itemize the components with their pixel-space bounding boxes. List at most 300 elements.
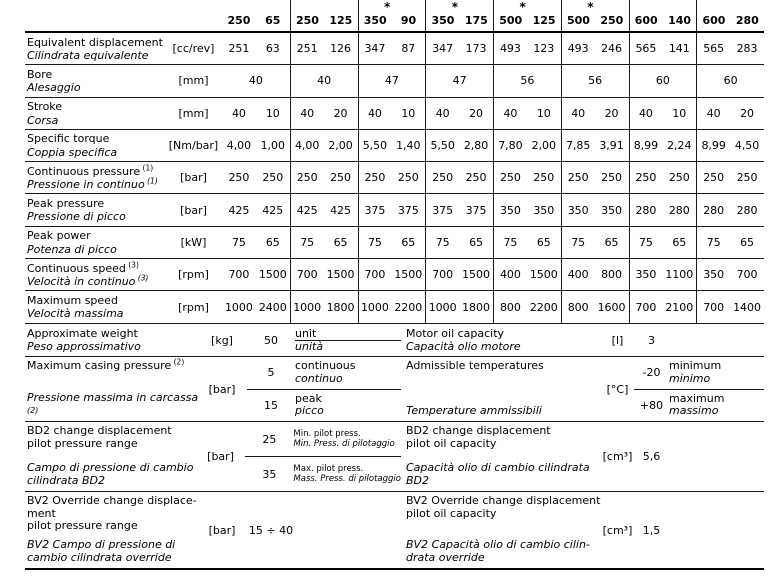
- model-value-primary: 600: [634, 14, 658, 27]
- value-cell: 2200: [529, 300, 558, 314]
- bottom-row-label-it: [27, 539, 197, 564]
- spec-row: [25, 291, 764, 323]
- value-cell: 75: [231, 235, 246, 249]
- value-cell: 20: [740, 106, 755, 120]
- value-cell: 700: [228, 268, 250, 282]
- bottom-row-label-en: [406, 328, 601, 341]
- bottom-entry: [245, 456, 401, 491]
- bottom-sublabel-it: unità: [295, 340, 324, 353]
- bottom-unit-cell: [l]: [611, 334, 624, 347]
- value-cell: 700: [696, 291, 730, 322]
- value-cell: 10: [536, 106, 551, 120]
- row-label-en: Bore: [27, 67, 53, 81]
- value-cell: 2,00: [328, 139, 353, 153]
- bottom-row-label-it: [27, 341, 197, 354]
- value-cell: 65: [401, 235, 416, 249]
- model-value-secondary: 125: [532, 14, 556, 27]
- value-cell: 2200: [394, 300, 423, 314]
- bottom-sublabel-it: massimo: [669, 404, 719, 418]
- bottom-row-label-it: [406, 341, 601, 354]
- value-cell: 350: [533, 203, 555, 217]
- asterisk-marker: *: [451, 0, 459, 14]
- label-line-it: Pressione massima in carcassa: [27, 391, 199, 404]
- bottom-row-label: [25, 422, 196, 491]
- model-pair: [493, 0, 561, 31]
- value-cell: 250: [465, 171, 487, 185]
- spec-row: [25, 33, 764, 65]
- bottom-unit-cell: [kg]: [211, 334, 233, 347]
- value-cell: 20: [469, 106, 484, 120]
- value-cell: 250: [330, 171, 352, 185]
- bottom-sublabel-en: Max. pilot press.: [293, 463, 364, 474]
- bottom-row-label: [401, 492, 601, 568]
- bottom-sublabel: [293, 457, 401, 491]
- value-cell: 375: [425, 194, 459, 225]
- label-line-it: cilindrata BD2: [27, 473, 105, 487]
- row-label-it: Alesaggio: [27, 81, 81, 95]
- label-line-en: Approximate weight: [27, 327, 138, 340]
- value-cell: 251: [290, 33, 324, 64]
- row-label: [25, 33, 165, 64]
- bottom-entry: [634, 325, 764, 356]
- value-cell: 347: [425, 33, 459, 64]
- bottom-entries: [247, 492, 401, 568]
- value-cell: 20: [604, 106, 619, 120]
- bottom-row: [401, 357, 764, 422]
- value-cell: 7,85: [561, 130, 595, 161]
- bottom-row-label: [401, 357, 601, 421]
- bottom-row-label-it: [27, 462, 196, 487]
- asterisk-marker: *: [384, 0, 391, 14]
- value-cell: 1800: [326, 300, 355, 314]
- bottom-row: [401, 325, 764, 357]
- footnote-ref: (2): [171, 357, 185, 367]
- spec-header-row: [25, 0, 764, 33]
- value-cell: 493: [561, 33, 595, 64]
- bottom-row-label: [401, 325, 601, 356]
- value-cell: 700: [358, 259, 392, 290]
- bottom-sublabel-it: Mass. Press. di pilotaggio: [293, 474, 401, 484]
- value-cell: 20: [333, 106, 348, 120]
- value-cell: 75: [358, 227, 392, 258]
- value-cell: 141: [668, 42, 690, 56]
- model-value-primary: 500: [566, 14, 590, 27]
- value-cell: 65: [333, 235, 348, 249]
- bottom-row-label-it: [406, 462, 601, 487]
- bottom-entries: [247, 325, 401, 356]
- bottom-sublabel-en: peak: [295, 391, 322, 405]
- bottom-section: [25, 325, 764, 570]
- value-cell: 425: [262, 203, 284, 217]
- bottom-row: [25, 422, 401, 492]
- value-cell: 280: [736, 203, 758, 217]
- bottom-row-label-en: [27, 328, 197, 341]
- bottom-value-cell: 5,6: [642, 450, 661, 463]
- value-cell: 8,99: [696, 130, 730, 161]
- value-cell: 347: [358, 33, 392, 64]
- value-cell: 280: [696, 194, 730, 225]
- value-cell: 250: [397, 171, 419, 185]
- row-label-en: Peak power: [27, 229, 91, 243]
- value-cell: 250: [425, 162, 459, 193]
- bottom-sublabel: [669, 390, 764, 422]
- bottom-sublabel-en: continuous: [295, 359, 356, 373]
- row-label-en: Continuous pressure $^{(1)}$: [27, 163, 154, 178]
- value-cell: 40: [358, 98, 392, 129]
- model-value-primary: 600: [702, 14, 726, 27]
- value-cell: 40: [290, 65, 358, 96]
- label-line-it: BV2 Capacità olio di cambio cilin-: [406, 538, 590, 551]
- unit-cell: [kW]: [180, 235, 207, 249]
- bottom-value-cell: 25: [262, 432, 277, 446]
- bottom-unit-cell: [bar]: [208, 382, 236, 396]
- row-label-it: Corsa: [27, 113, 59, 127]
- bottom-row-label: [25, 325, 197, 356]
- unit-cell: [rpm]: [178, 268, 209, 282]
- bottom-row: [25, 357, 401, 422]
- label-line-en: BV2 Override change displacement: [406, 494, 601, 507]
- model-value-primary: 250: [227, 14, 251, 27]
- value-cell: 4,00: [290, 130, 324, 161]
- label-line-en: Admissible temperatures: [406, 359, 544, 372]
- bottom-sublabel-en: unit: [295, 328, 401, 342]
- value-cell: 5,50: [358, 130, 392, 161]
- value-cell: 250: [736, 171, 758, 185]
- bottom-entries: [634, 422, 764, 491]
- value-cell: 250: [358, 162, 392, 193]
- bottom-sublabel: [295, 390, 401, 422]
- row-label-en: Peak pressure: [27, 196, 105, 210]
- model-pair: [290, 0, 358, 31]
- value-cell: 2100: [665, 300, 694, 314]
- value-cell: 250: [290, 162, 324, 193]
- label-line-en: BD2 change displacement: [27, 424, 172, 437]
- unit-cell: [Nm/bar]: [168, 139, 219, 153]
- value-cell: 40: [493, 98, 527, 129]
- value-cell: 5,50: [425, 130, 459, 161]
- bottom-sublabel: [295, 325, 401, 356]
- unit-cell: [rpm]: [178, 300, 209, 314]
- bottom-value-cell: +80: [639, 398, 664, 412]
- value-cell: 350: [696, 259, 730, 290]
- footnote-ref: (1): [144, 176, 158, 186]
- value-cell: 1,40: [396, 139, 421, 153]
- bottom-row-label-en: [27, 357, 197, 373]
- value-cell: 1800: [462, 300, 491, 314]
- value-cell: 2,80: [463, 139, 489, 153]
- label-line-it: BV2 Campo di pressione di: [27, 538, 176, 551]
- bottom-row: [401, 422, 764, 492]
- bottom-sublabel-en: minimum: [669, 359, 722, 373]
- value-cell: 700: [736, 268, 758, 282]
- model-value-secondary: 65: [265, 14, 281, 27]
- value-cell: 3,91: [599, 139, 624, 153]
- header-spacer-unit: [165, 0, 222, 31]
- model-pair: [222, 0, 290, 31]
- value-cell: 800: [493, 291, 527, 322]
- row-label: [25, 130, 165, 161]
- bottom-value-cell: 5: [267, 366, 275, 380]
- spec-row: [25, 65, 764, 97]
- value-cell: 425: [290, 194, 324, 225]
- value-cell: 65: [740, 235, 755, 249]
- label-line-en: pilot pressure range: [27, 519, 138, 532]
- bottom-row: [401, 492, 764, 570]
- value-cell: 60: [629, 65, 697, 96]
- value-cell: 350: [629, 259, 663, 290]
- value-cell: 1500: [326, 268, 355, 282]
- value-cell: 1000: [358, 291, 392, 322]
- value-cell: 251: [228, 42, 250, 56]
- row-label-it: Pressione di picco: [27, 210, 126, 224]
- label-line-en: pilot oil capacity: [406, 436, 497, 450]
- header-spacer-label: [25, 0, 165, 31]
- label-line-en: Maximum casing pressure $^{(2)}$: [27, 357, 185, 372]
- bottom-entry: [247, 325, 401, 356]
- row-label-it: Cilindrata equivalente: [27, 49, 149, 62]
- bottom-entries: [245, 422, 401, 491]
- value-cell: 2,00: [531, 139, 557, 153]
- footnote-ref: (2): [27, 405, 39, 415]
- bottom-row-label-en: [27, 495, 197, 533]
- label-line-it: BD2: [406, 473, 430, 487]
- model-value-secondary: 125: [329, 14, 353, 27]
- bottom-row-label-it: [406, 405, 601, 418]
- value-cell: 250: [493, 162, 527, 193]
- value-cell: 4,50: [734, 139, 760, 153]
- model-value-primary: 250: [295, 14, 319, 27]
- bottom-row: [25, 492, 401, 570]
- row-label-it: Potenza di picco: [27, 242, 117, 256]
- value-cell: 400: [561, 259, 595, 290]
- row-label-en: Stroke: [27, 100, 63, 114]
- model-value-primary: 350: [431, 14, 455, 27]
- value-cell: 65: [672, 235, 687, 249]
- row-label: [25, 227, 165, 258]
- value-cell: 75: [290, 227, 324, 258]
- label-line-it: cambio cilindrata override: [27, 550, 172, 564]
- value-cell: 565: [696, 33, 730, 64]
- value-cell: 40: [696, 98, 730, 129]
- value-cell: 75: [493, 227, 527, 258]
- value-cell: 75: [629, 227, 663, 258]
- bottom-entries: [634, 325, 764, 356]
- label-line-en: ment: [27, 506, 56, 520]
- value-cell: 56: [561, 65, 629, 96]
- spec-table-body: [25, 33, 764, 324]
- value-cell: 250: [629, 162, 663, 193]
- value-cell: 350: [561, 194, 595, 225]
- bottom-value-cell: 3: [648, 334, 655, 347]
- label-line-it: Campo di pressione di cambio: [27, 461, 194, 474]
- value-cell: 7,80: [493, 130, 527, 161]
- bottom-row-label-en: [406, 360, 601, 373]
- value-cell: 65: [536, 235, 551, 249]
- value-cell: 2,24: [667, 139, 692, 153]
- value-cell: 1,00: [260, 139, 286, 153]
- model-value-secondary: 140: [668, 14, 692, 27]
- footnote-ref: (1): [140, 163, 154, 173]
- bottom-sublabel-en: Min. pilot press.: [293, 428, 361, 439]
- value-cell: 10: [265, 106, 280, 120]
- model-value-secondary: 280: [735, 14, 759, 27]
- value-cell: 800: [561, 291, 595, 322]
- row-label: [25, 65, 165, 96]
- value-cell: 280: [629, 194, 663, 225]
- value-cell: 40: [290, 98, 324, 129]
- value-cell: 47: [425, 65, 493, 96]
- row-label-en: Continuous speed $^{(3)}$: [27, 259, 139, 275]
- value-cell: 65: [604, 235, 619, 249]
- bottom-row-label: [25, 492, 197, 568]
- value-cell: 250: [668, 171, 690, 185]
- value-cell: 173: [465, 42, 487, 56]
- value-cell: 4,00: [226, 139, 252, 153]
- bottom-entries: [634, 357, 764, 421]
- label-line-it: drata override: [406, 550, 485, 564]
- bottom-row-label: [401, 422, 601, 491]
- bottom-value-cell: 15: [264, 398, 278, 412]
- value-cell: 10: [672, 106, 687, 120]
- bottom-row-label: [25, 357, 197, 421]
- value-cell: 60: [696, 65, 764, 96]
- bottom-value-cell: 15 ÷ 40: [248, 523, 294, 537]
- value-cell: 65: [469, 235, 484, 249]
- bottom-row-label-en: [406, 425, 601, 450]
- value-cell: 425: [330, 203, 352, 217]
- bottom-sublabel-it: minimo: [669, 371, 711, 385]
- bottom-sublabel-en: maximum: [669, 391, 725, 405]
- bottom-row-label-en: [406, 495, 601, 520]
- value-cell: 10: [401, 106, 416, 120]
- bottom-entry: [634, 357, 764, 389]
- value-cell: 47: [358, 65, 426, 96]
- value-cell: 123: [533, 42, 555, 56]
- row-label-it: Velocità in continuo $^{(3)}$: [27, 273, 149, 289]
- spec-row: [25, 98, 764, 130]
- bottom-entry: [247, 492, 401, 568]
- value-cell: 1500: [462, 268, 491, 282]
- bottom-row-label-en: [27, 425, 196, 450]
- value-cell: 1500: [529, 268, 558, 282]
- value-cell: 63: [265, 42, 280, 56]
- row-label: [25, 162, 165, 193]
- model-value-secondary: 90: [400, 14, 417, 27]
- model-value-primary: 350: [363, 14, 387, 27]
- model-value-primary: 500: [499, 14, 523, 27]
- label-line-it: Capacità olio motore: [406, 339, 521, 353]
- value-cell: 65: [265, 235, 280, 249]
- model-pair: [629, 0, 697, 31]
- value-cell: 40: [561, 98, 595, 129]
- unit-cell: [mm]: [178, 74, 209, 88]
- spec-row: [25, 130, 764, 162]
- model-pair: [561, 0, 629, 31]
- label-line-it: Capacità olio di cambio cilindrata: [406, 461, 590, 474]
- value-cell: 75: [561, 227, 595, 258]
- bottom-entry: [634, 422, 764, 491]
- spec-row: [25, 162, 764, 194]
- value-cell: 2400: [258, 300, 287, 314]
- bottom-entry: [245, 422, 401, 456]
- value-cell: 56: [493, 65, 561, 96]
- footnote-ref: (3): [125, 259, 139, 269]
- value-cell: 250: [561, 162, 595, 193]
- value-cell: 40: [248, 74, 263, 88]
- label-line-it: Peso approssimativo: [27, 339, 141, 353]
- value-cell: 800: [601, 268, 623, 282]
- value-cell: 40: [425, 98, 459, 129]
- bottom-unit-cell: [cm³]: [602, 523, 633, 537]
- value-cell: 126: [330, 42, 352, 56]
- value-cell: 246: [601, 42, 623, 56]
- unit-cell: [bar]: [180, 203, 207, 217]
- label-line-en: Motor oil capacity: [406, 327, 505, 340]
- value-cell: 375: [358, 194, 392, 225]
- bottom-sublabel-it: continuo: [295, 371, 343, 385]
- value-cell: 700: [629, 291, 663, 322]
- label-line-en: pilot pressure range: [27, 436, 138, 450]
- label-line-en: BD2 change displacement: [406, 424, 551, 437]
- model-pair: [358, 0, 426, 31]
- label-line-it: Temperature ammissibili: [406, 403, 542, 417]
- spec-row: [25, 194, 764, 226]
- spec-row: [25, 259, 764, 291]
- value-cell: 425: [228, 203, 250, 217]
- value-cell: 250: [228, 171, 250, 185]
- bottom-entry: [634, 492, 764, 568]
- bottom-value-cell: 35: [262, 467, 277, 481]
- model-pair: [696, 0, 764, 31]
- bottom-sublabel-it: picco: [295, 404, 324, 418]
- value-cell: 350: [601, 203, 623, 217]
- bottom-unit-cell: [bar]: [207, 450, 234, 463]
- value-cell: 350: [493, 194, 527, 225]
- row-label-it: Coppia specifica: [27, 145, 118, 159]
- unit-cell: [mm]: [178, 106, 209, 120]
- bottom-unit-cell: [bar]: [208, 523, 236, 537]
- row-label: [25, 259, 165, 290]
- value-cell: 1000: [425, 291, 459, 322]
- value-cell: 87: [401, 42, 416, 56]
- bottom-sublabel: [669, 357, 764, 389]
- bottom-right-column: [401, 325, 764, 570]
- value-cell: 1000: [224, 300, 253, 314]
- row-label-en: Specific torque: [27, 132, 110, 146]
- row-label: [25, 98, 165, 129]
- bottom-value-cell: 1,5: [642, 523, 661, 537]
- row-label-it: Pressione in continuo $^{(1)}$: [27, 176, 158, 192]
- footnote-ref: (3): [135, 273, 149, 283]
- value-cell: 375: [397, 203, 419, 217]
- value-cell: 1400: [733, 300, 762, 314]
- bottom-value-cell: 50: [264, 334, 278, 347]
- bottom-entry: [634, 389, 764, 422]
- spec-table: [25, 0, 764, 324]
- unit-cell: [cc/rev]: [172, 42, 215, 56]
- bottom-sublabel: [295, 357, 401, 389]
- row-label-en: Maximum speed: [27, 293, 118, 307]
- bottom-row-label-it: [27, 392, 197, 417]
- asterisk-marker: *: [519, 0, 526, 14]
- row-label-it: Velocità massima: [27, 307, 124, 321]
- value-cell: 283: [736, 42, 758, 56]
- value-cell: 40: [231, 106, 246, 120]
- row-label: [25, 194, 165, 225]
- value-cell: 250: [262, 171, 284, 185]
- bottom-entry: [247, 357, 401, 389]
- model-pair: [425, 0, 493, 31]
